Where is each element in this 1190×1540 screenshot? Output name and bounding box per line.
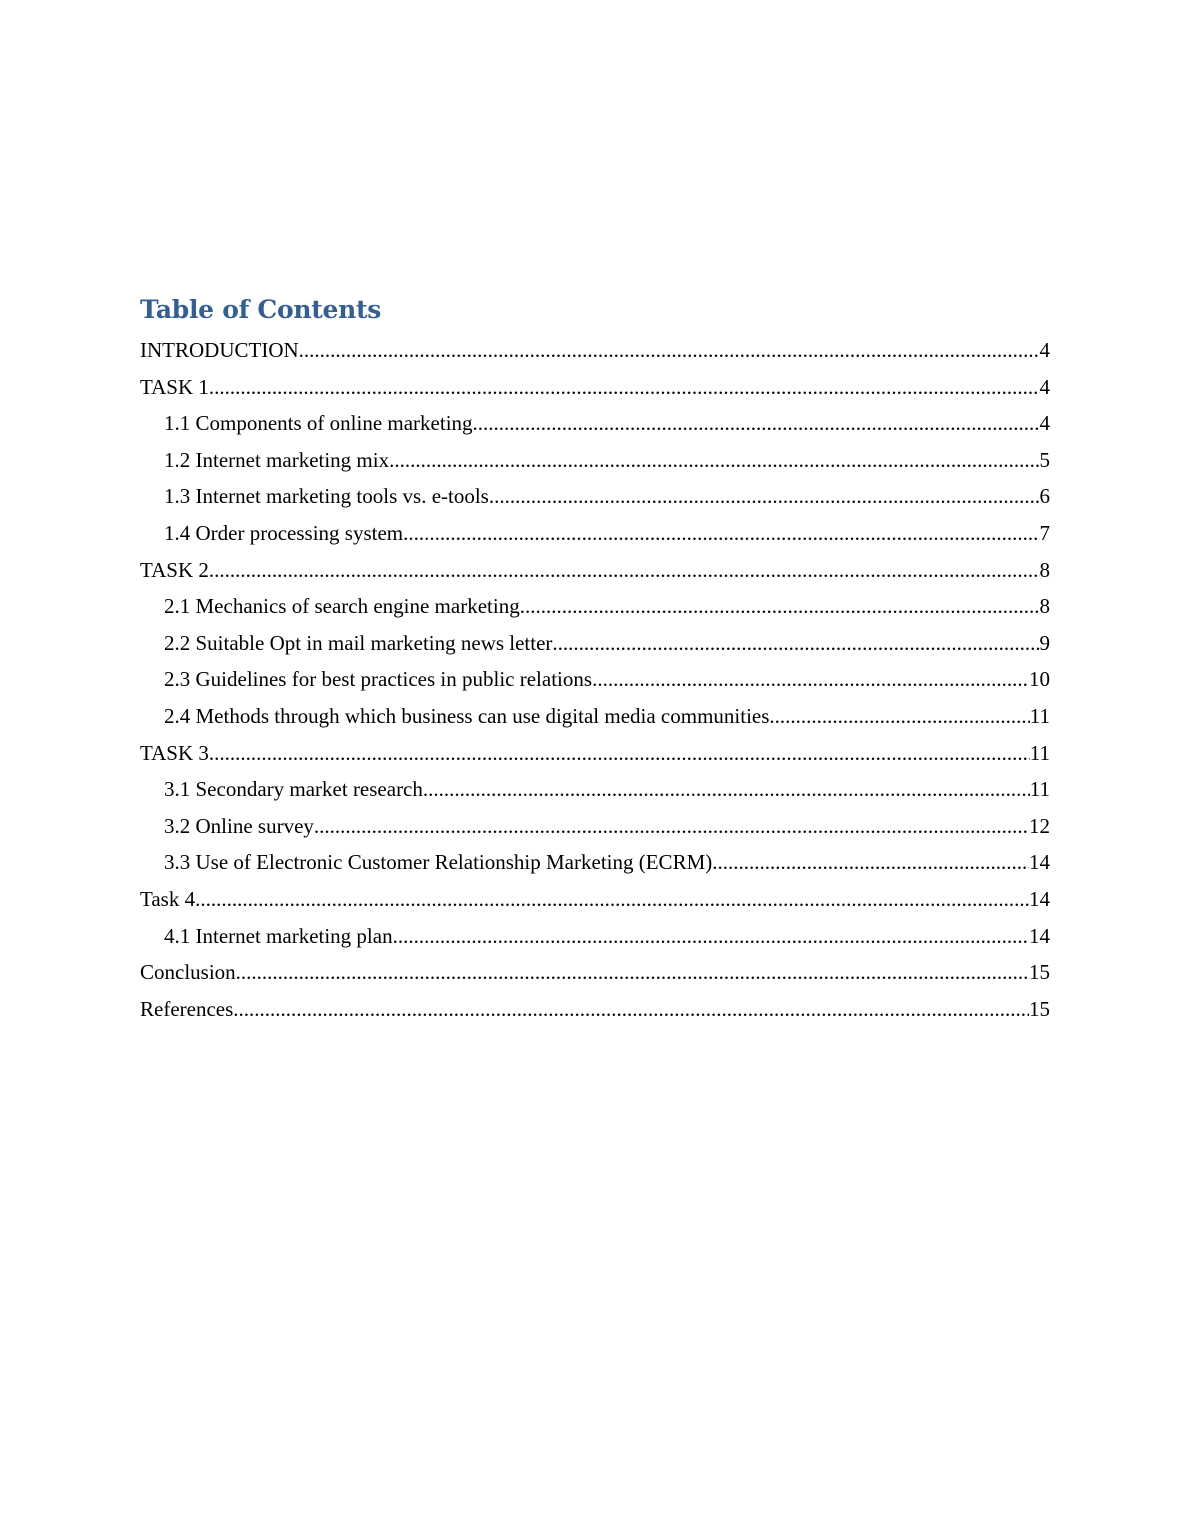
toc-page-number: 8 xyxy=(1039,557,1050,582)
toc-entry-text: 1.1 Components of online marketing xyxy=(164,411,473,436)
toc-dot-leader xyxy=(423,771,1030,808)
toc-page-number: 14 xyxy=(1029,850,1050,875)
toc-entry-text: 3.2 Online survey xyxy=(164,813,314,838)
toc-dot-leader xyxy=(195,881,1029,918)
toc-page-number: 15 xyxy=(1029,960,1050,985)
toc-entry-text: TASK 3 xyxy=(140,740,209,765)
toc-dot-leader xyxy=(314,808,1029,845)
toc-page-number: 5 xyxy=(1039,447,1050,472)
toc-entry[interactable] xyxy=(140,405,1050,442)
toc-entry-text: 3.3 Use of Electronic Customer Relationship Marketing (ECRM) xyxy=(164,850,713,875)
toc-entry-text: 2.2 Suitable Opt in mail marketing news letter xyxy=(164,630,553,655)
toc-entry[interactable] xyxy=(140,515,1050,552)
toc-dot-leader xyxy=(233,991,1029,1028)
toc-entry[interactable] xyxy=(140,735,1050,772)
toc-page-number: 4 xyxy=(1039,411,1050,436)
toc-dot-leader xyxy=(403,515,1039,552)
toc-entry[interactable] xyxy=(140,332,1050,369)
toc-page-number: 8 xyxy=(1039,594,1050,619)
toc-dot-leader xyxy=(520,588,1040,625)
toc-page-number: 4 xyxy=(1039,374,1050,399)
toc-list xyxy=(140,332,1050,1027)
toc-page-number: 6 xyxy=(1039,484,1050,509)
toc-dot-leader xyxy=(769,698,1029,735)
toc-page-number: 10 xyxy=(1029,667,1050,692)
toc-entry-text: Conclusion xyxy=(140,960,236,985)
toc-page-number: 7 xyxy=(1039,520,1050,545)
toc-page-number: 4 xyxy=(1039,338,1050,362)
toc-entry[interactable] xyxy=(140,478,1050,515)
toc-entry-text: 2.4 Methods through which business can use digital media communities xyxy=(164,703,770,728)
toc-entry-text: TASK 2 xyxy=(140,557,209,582)
toc-entry[interactable] xyxy=(140,918,1050,955)
toc-page-number: 12 xyxy=(1029,813,1050,838)
toc-entry-text: 2.3 Guidelines for best practices in public relations xyxy=(164,667,593,692)
toc-dot-leader xyxy=(389,442,1039,479)
toc-page-number: 14 xyxy=(1029,886,1050,911)
toc-page-number: 14 xyxy=(1029,923,1050,948)
toc-dot-leader xyxy=(393,918,1029,955)
toc-dot-leader xyxy=(299,332,1040,369)
table-of-contents xyxy=(140,292,1050,1027)
toc-dot-leader xyxy=(712,844,1029,881)
toc-page-number: 11 xyxy=(1029,703,1050,728)
toc-entry-text: TASK 1 xyxy=(140,374,209,399)
toc-dot-leader xyxy=(592,661,1029,698)
toc-page-number: 9 xyxy=(1039,630,1050,655)
toc-entry-text: References xyxy=(140,996,234,1021)
toc-dot-leader xyxy=(236,954,1029,991)
toc-dot-leader xyxy=(209,552,1040,589)
toc-page-number: 11 xyxy=(1029,777,1050,802)
toc-title: Table of Contents xyxy=(140,295,382,324)
toc-dot-leader xyxy=(473,405,1040,442)
toc-entry[interactable] xyxy=(140,625,1050,662)
toc-entry-text: INTRODUCTION xyxy=(140,338,299,362)
toc-entry[interactable] xyxy=(140,442,1050,479)
toc-entry[interactable] xyxy=(140,588,1050,625)
toc-entry[interactable] xyxy=(140,698,1050,735)
toc-entry-text: 3.1 Secondary market research xyxy=(164,777,423,802)
toc-entry[interactable] xyxy=(140,661,1050,698)
toc-entry-text: 4.1 Internet marketing plan xyxy=(164,923,393,948)
toc-dot-leader xyxy=(209,369,1040,406)
toc-entry[interactable] xyxy=(140,552,1050,589)
toc-entry-text: Task 4 xyxy=(140,886,196,911)
toc-entry[interactable] xyxy=(140,844,1050,881)
toc-entry-text: 1.4 Order processing system xyxy=(164,520,404,545)
toc-entry[interactable] xyxy=(140,771,1050,808)
toc-page-number: 15 xyxy=(1029,996,1050,1021)
toc-entry-text: 2.1 Mechanics of search engine marketing xyxy=(164,594,520,619)
toc-entry[interactable] xyxy=(140,991,1050,1028)
toc-entry[interactable] xyxy=(140,808,1050,845)
toc-entry-text: 1.3 Internet marketing tools vs. e-tools xyxy=(164,484,489,509)
toc-entry[interactable] xyxy=(140,881,1050,918)
toc-dot-leader xyxy=(552,625,1039,662)
toc-dot-leader xyxy=(209,735,1030,772)
toc-entry-text: 1.2 Internet marketing mix xyxy=(164,447,390,472)
toc-entry[interactable] xyxy=(140,369,1050,406)
toc-page-number: 11 xyxy=(1029,740,1050,765)
toc-dot-leader xyxy=(489,478,1040,515)
toc-entry[interactable] xyxy=(140,954,1050,991)
